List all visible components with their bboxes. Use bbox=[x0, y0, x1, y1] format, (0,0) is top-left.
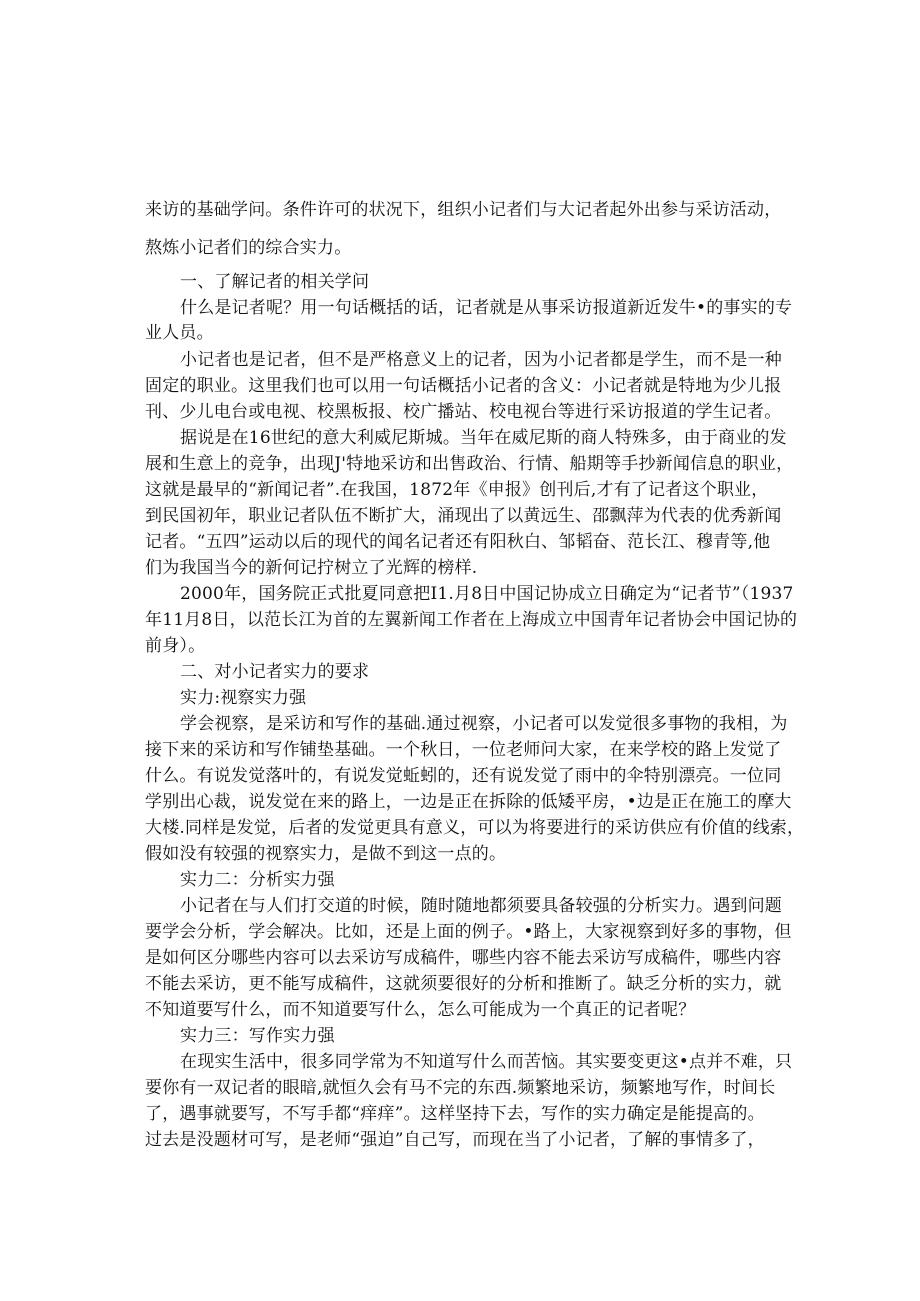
text-line: 前身）。 bbox=[145, 636, 206, 656]
text-line: 小记者也是记者，但不是严格意义上的记者，因为小记者都是学生，而不是一种 bbox=[180, 350, 782, 370]
text-line: 小记者在与人们打交道的时候，随时随地都须要具备较强的分析实力。遇到问题 bbox=[180, 896, 782, 916]
subsection-heading: 实力:视察实力强 bbox=[180, 688, 307, 708]
subsection-heading: 实力三：写作实力强 bbox=[180, 1026, 335, 1046]
section-heading: 一、了解记者的相关学问 bbox=[180, 272, 370, 292]
subsection-heading: 实力二：分析实力强 bbox=[180, 870, 335, 890]
text-line: 在现实生活中，很多同学常为不知道写什么而苦恼。其实要变更这•点并不难，只 bbox=[180, 1052, 793, 1072]
text-line: 要学会分析，学会解决。比如，还是上面的例子。•路上，大家视察到好多的事物，但 bbox=[145, 922, 792, 942]
text-line: 过去是没题材可写，是老师“强迫”自己写，而现在当了小记者，了解的事情多了， bbox=[145, 1130, 765, 1150]
text-line: 来访的基础学问。条件许可的状况下，组织小记者们与大记者起外出参与采访活动， bbox=[145, 200, 782, 220]
text-line: 刊、少儿电台或电视、校黑板报、校广播站、校电视台等进行采访报道的学生记者。 bbox=[145, 402, 782, 422]
text-line: 到民国初年，职业记者队伍不断扩大，涌现出了以黄远生、邵飘萍为代表的优秀新闻 bbox=[145, 506, 782, 526]
text-line: 什么。有说发觉落叶的，有说发觉蚯蚓的，还有说发觉了雨中的伞特别漂亮。一位同 bbox=[145, 766, 782, 786]
text-line: 年11月8日，以范长江为首的左翼新闻工作者在上海成立中国青年记者协会中国记协的 bbox=[145, 610, 798, 630]
text-line: 2000年，国务院正式批夏同意把I1.月8日中国记协成立日确定为“记者节”（1937 bbox=[180, 584, 794, 604]
text-line: 不知道要写什么，而不知道要写什么，怎么可能成为一个真正的记者呢？ bbox=[145, 1000, 696, 1020]
text-line: 们为我国当今的新何记拧树立了光辉的榜样. bbox=[145, 558, 478, 578]
text-line: 假如没有较强的视察实力，是做不到这一点的。 bbox=[145, 844, 507, 864]
text-line: 展和生意上的竞争，出现J'特地采访和出售政治、行情、船期等手抄新闻信息的职业， bbox=[145, 454, 794, 474]
text-line: 学别出心裁，说发觉在来的路上，一边是正在拆除的低矮平房，•边是正在施工的摩大 bbox=[145, 792, 792, 812]
text-line: 这就是最早的“新闻记者”.在我国，1872年《申报》创刊后,才有了记者这个职业， bbox=[145, 480, 769, 500]
text-line: 大楼.同样是发觉，后者的发觉更具有意义，可以为将要进行的采访供应有价值的线索， bbox=[145, 818, 805, 838]
text-line: 学会视察，是采访和写作的基础.通过视察，小记者可以发觉很多事物的我相，为 bbox=[180, 714, 788, 734]
text-line: 不能去采访，更不能写成稿件，这就须要很好的分析和推断了。缺乏分析的实力，就 bbox=[145, 974, 782, 994]
text-line: 接下来的采访和写作铺垫基础。一个秋日，一位老师问大家，在来学校的路上发觉了 bbox=[145, 740, 782, 760]
section-heading: 二、对小记者实力的要求 bbox=[180, 662, 370, 682]
text-line: 熬炼小记者们的综合实力。 bbox=[145, 238, 352, 258]
text-line: 了，遇事就要写，不写手都“痒痒”。这样坚持下去，写作的实力确定是能提高的。 bbox=[145, 1104, 765, 1124]
text-line: 据说是在16世纪的意大利威尼斯城。当年在威尼斯的商人特殊多，由于商业的发 bbox=[180, 428, 787, 448]
text-line: 记者。“五四”运动以后的现代的闻名记者还有阳秋白、邹韬奋、范长江、穆青等,他 bbox=[145, 532, 771, 552]
text-line: 是如何区分哪些内容可以去采访写成稿件，哪些内容不能去采访写成稿件，哪些内容 bbox=[145, 948, 782, 968]
text-line: 什么是记者呢？用一句话概括的话，记者就是从事采访报道新近发牛•的事实的专 bbox=[180, 298, 793, 318]
text-line: 要你有一双记者的眼暗,就恒久会有马不完的东西.频繁地采访，频繁地写作，时间长 bbox=[145, 1078, 776, 1098]
text-line: 固定的职业。这里我们也可以用一句话概括小记者的含义：小记者就是特地为少儿报 bbox=[145, 376, 782, 396]
text-line: 业人员。 bbox=[145, 323, 214, 343]
